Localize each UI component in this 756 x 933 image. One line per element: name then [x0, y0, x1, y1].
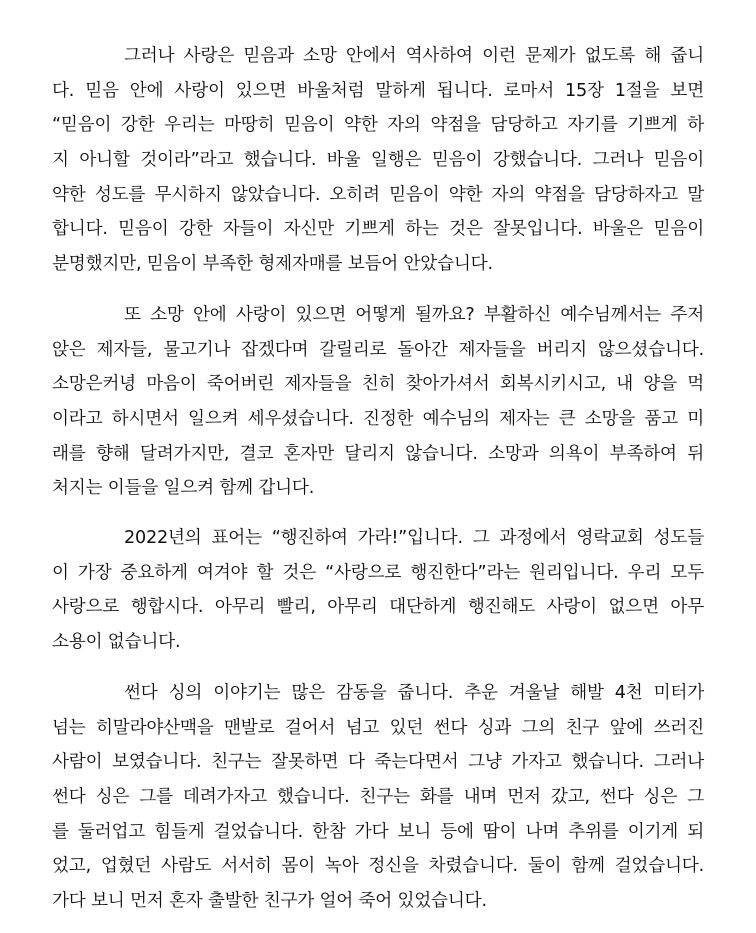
- text-line: 사랑으로 행합시다. 아무리 빨리, 아무리 대단하게 행진해도 사랑이 없으면 아무: [52, 597, 704, 618]
- text-line: 이라고 하시면서 일으켜 세우셨습니다. 진정한 예수님의 제자는 큰 소망을 품고 미: [52, 409, 704, 430]
- paragraph-1: [52, 39, 704, 282]
- text-line: 소망은커녕 마음이 죽어버린 제자들을 친히 찾아가셔서 회복시키시고, 내 양을 먹: [52, 374, 704, 395]
- text-line: “믿음이 강한 우리는 마땅히 믿음이 약한 자의 약점을 담당하고 자기를 기쁘게 하: [52, 115, 704, 136]
- text-line: 지 아니할 것이라”라고 했습니다. 바울 일행은 믿음이 강했습니다. 그러나 믿음이: [52, 150, 704, 171]
- text-line: 분명했지만, 믿음이 부족한 형제자매를 보듬어 안았습니다.: [52, 254, 493, 275]
- paragraph-3: [52, 521, 704, 660]
- paragraph-2: [52, 298, 704, 506]
- text-line: 래를 향해 달려가지만, 결코 혼자만 달리지 않습니다. 소망과 의욕이 부족하여 뒤: [52, 443, 705, 464]
- text-line: 썬다 싱은 그를 데려가자고 했습니다. 친구는 화를 내며 먼저 갔고, 썬다 싱은 그: [52, 787, 704, 808]
- text-line: 합니다. 믿음이 강한 자들이 자신만 기쁘게 하는 것은 잘못입니다. 바울은 믿음이: [52, 219, 704, 240]
- text-line: 약한 성도를 무시하지 않았습니다. 오히려 믿음이 약한 자의 약점을 담당하자고 말: [52, 184, 704, 205]
- text-line: 소용이 없습니다.: [52, 632, 181, 653]
- text-line: 앉은 제자들, 물고기나 잡겠다며 갈릴리로 돌아간 제자들을 버리지 않으셨습니다.: [52, 339, 704, 360]
- text-line: 또 소망 안에 사랑이 있으면 어떻게 될까요? 부활하신 예수님께서는 주저: [124, 305, 704, 325]
- text-line: 가다 보니 먼저 혼자 출발한 친구가 얼어 죽어 있었습니다.: [52, 891, 487, 912]
- text-line: 넘는 히말라야산맥을 맨발로 걸어서 넘고 있던 썬다 싱과 그의 친구 앞에 쓰러진: [52, 717, 704, 738]
- text-line: 처지는 이들을 일으켜 함께 갑니다.: [52, 478, 315, 499]
- text-line: 다. 믿음 안에 사랑이 있으면 바울처럼 말하게 됩니다. 로마서 15장 1절을 보면: [52, 80, 704, 101]
- text-line: 이 가장 중요하게 여겨야 할 것은 “사랑으로 행진한다”라는 원리입니다. 우리 모두: [52, 562, 704, 583]
- text-line: 를 둘러업고 힘들게 걸었습니다. 한참 가다 보니 등에 땀이 나며 추위를 이기게 되: [52, 821, 704, 842]
- text-line: 었고, 업혔던 사람도 서서히 몸이 녹아 정신을 차렸습니다. 둘이 함께 걸었습니다.: [52, 856, 704, 877]
- paragraph-4: [52, 676, 704, 919]
- text-line: 2022년의 표어는 “행진하여 가라!”입니다. 그 과정에서 영락교회 성도들: [124, 528, 704, 548]
- text-line: 그러나 사랑은 믿음과 소망 안에서 역사하여 이런 문제가 없도록 해 줍니: [124, 46, 704, 66]
- text-line: 썬다 싱의 이야기는 많은 감동을 줍니다. 추운 겨울날 해발 4천 미터가: [124, 683, 704, 703]
- text-line: 사람이 보였습니다. 친구는 잘못하면 다 죽는다면서 그냥 가자고 했습니다. 그러나: [52, 752, 704, 773]
